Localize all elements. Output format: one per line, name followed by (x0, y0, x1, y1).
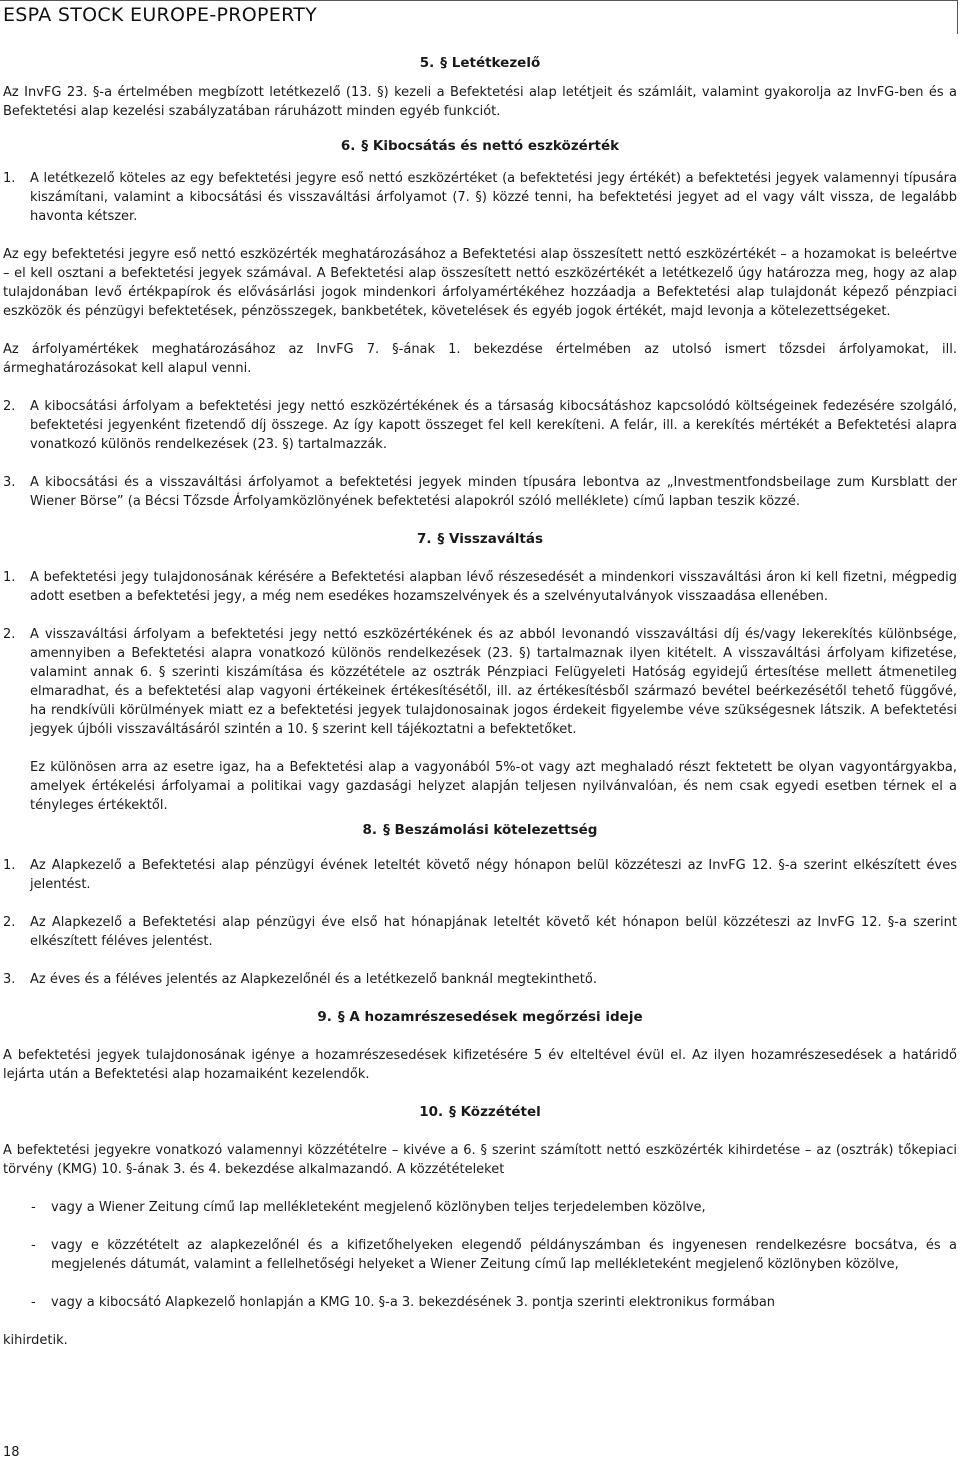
section-5-text: Az InvFG 23. §-a értelmében megbízott letétkezelő (13. §) kezeli a Befektetési alap letétjeit és számláit, valamint gyakorolja az InvFG-ben és a Befektetési alap kezelési szabályzatában ráruházott minden egyéb funkciót. (3, 85, 957, 119)
section-title: § Letétkezelő (440, 55, 541, 71)
bullet-text: vagy a kibocsátó Alapkezelő honlapján a KMG 10. §-a 3. bekezdésének 3. pontja szerinti elektronikus formában (51, 1295, 776, 1310)
page-header (0, 0, 958, 34)
bullet-text: vagy e közzétételt az alapkezelőnél és a kifizetőhelyeken elegendő példányszámban és ingyenesen rendelkezésre bocsátva, és a megjelenés dátumát, valamint a fellelhetőségi helyeket a Wiener Zeitung című lap mellékleteként megjelenő közlönyben közölve, (51, 1238, 957, 1272)
section-10-bullet-1 (3, 1198, 957, 1217)
section-8-item-1 (3, 856, 957, 894)
section-title: § A hozamrészesedések megőrzési ideje (337, 1009, 643, 1025)
section-title: § Visszaváltás (437, 531, 543, 547)
section-7-item-2 (3, 625, 957, 739)
section-6-paragraph-2: Az egy befektetési jegyre eső nettó eszközérték meghatározásához a Befektetési alap összesített nettó eszközértékét – a hozamokat is beleértve – el kell osztani a befektetési jegyek számával. A Befektetési alap összesített nettó eszközértékét a letétkezelő úgy határozza meg, hogy az alap tulajdonában levő értékpapírok és elővásárlási jogok mindenkori árfolyamértékéhez hozzáadja a Befektetési alap tulajdonát képező pénzpiaci eszközök és pénzügyi befektetések, pénzösszegek, bankbetétek, követelések és egyéb jogok értékét, majd levonja a kötelezettségeket. (3, 247, 957, 319)
section-6-heading (3, 137, 957, 156)
section-title: § Közzététel (449, 1104, 541, 1120)
item-text: Az éves és a féléves jelentés az Alapkezelőnél és a letétkezelő banknál megtekinthető. (30, 972, 597, 987)
section-title: § Beszámolási kötelezettség (383, 822, 598, 838)
item-text: A letétkezelő köteles az egy befektetési jegyre eső nettó eszközértéket (a befektetési jegy értékét) a befektetési jegyek valamennyi típusára kiszámítani, valamint a kibocsátási és visszaváltási árfolyamot (7. §) közzé tenni, ha befektetési jegyet ad el vagy vált vissza, de legalább havonta kétszer. (30, 171, 957, 224)
item-number: 2. (3, 915, 16, 930)
section-9-heading (3, 1008, 957, 1027)
item-text: Az Alapkezelő a Befektetési alap pénzügyi éve első hat hónapjának leteltét követő két hónapon belül közzéteszi az InvFG 12. §-a szerint elkészített féléves jelentést. (30, 915, 957, 949)
bullet-dash: - (31, 1238, 36, 1253)
bullet-text: vagy a Wiener Zeitung című lap mellékleteként megjelenő közlönyben teljes terjedelemben közölve, (51, 1200, 706, 1215)
section-number: 9. (317, 1009, 332, 1025)
item-text: A befektetési jegy tulajdonosának kérésére a Befektetési alapban lévő részesedését a mindenkori visszaváltási áron ki kell fizetni, mégpedig adott esetben a befektetési jegy, a még nem esedékes hozamszelvények és a szelvényutalványok visszaadása ellenében. (30, 570, 957, 604)
section-7-item-1 (3, 568, 957, 606)
item-number: 3. (3, 475, 16, 490)
section-10-bullet-2 (3, 1236, 957, 1274)
bullet-dash: - (31, 1200, 36, 1215)
section-10-closing: kihirdetik. (3, 1333, 68, 1348)
section-number: 8. (362, 822, 378, 838)
section-8-item-2 (3, 913, 957, 951)
document-title: ESPA STOCK EUROPE-PROPERTY (3, 4, 318, 26)
section-10-bullet-3 (3, 1293, 957, 1312)
section-6-paragraph-3: Az árfolyamértékek meghatározásához az InvFG 7. §-ának 1. bekezdése értelmében az utolsó ismert tőzsdei árfolyamokat, ill. ármeghatározásokat kell alapul venni. (3, 342, 957, 376)
item-number: 2. (3, 627, 16, 642)
section-8-heading (3, 821, 957, 840)
section-number: 10. (419, 1104, 444, 1120)
section-10-heading (3, 1103, 957, 1122)
page-number: 18 (3, 1445, 20, 1460)
item-text: Az Alapkezelő a Befektetési alap pénzügyi évének leteltét követő négy hónapon belül közzéteszi az InvFG 12. §-a szerint elkészített éves jelentést. (30, 858, 957, 892)
item-text: A kibocsátási árfolyam a befektetési jegy nettó eszközértékének és a társaság kibocsátáshoz kapcsolódó költségeinek fedezésére szolgáló, befektetési jegyenként fizetendő díj összege. Az így kapott összeget fel kell kerekíteni. A felár, ill. a kerekítés mértékét a Befektetési alapra vonatkozó különös rendelkezések (23. §) tartalmazzák. (30, 399, 957, 452)
section-6-item-3 (3, 473, 957, 511)
item-number: 1. (3, 570, 16, 585)
section-number: 6. (340, 138, 356, 154)
item-number: 1. (3, 171, 16, 186)
item-number: 2. (3, 399, 16, 414)
section-7-heading (3, 530, 957, 549)
section-9-text: A befektetési jegyek tulajdonosának igénye a hozamrészesedések kifizetésére 5 év elteltével évül el. Az ilyen hozamrészesedések a határidő lejárta után a Befektetési alap hozamaiként kezelendők. (3, 1048, 957, 1082)
section-6-item-1 (3, 169, 957, 226)
item-number: 1. (3, 858, 16, 873)
section-7-paragraph-2: Ez különösen arra az esetre igaz, ha a Befektetési alap a vagyonából 5%-ot vagy azt meghaladó részt fektetett be olyan vagyontárgyakba, amelyek értékelési árfolyamai a politikai vagy gazdasági helyzet alapján teljesen nyilvánvalóan, és nem csak egyedi esetben térnek el a tényleges értékektől. (30, 760, 957, 813)
section-number: 7. (417, 531, 432, 547)
item-text: A visszaváltási árfolyam a befektetési jegy nettó eszközértékének és az abból levonandó visszaváltási díj és/vagy lekerekítés különbsége, amennyiben a Befektetési alapra vonatkozó különös rendelkezések (23. §) tartalmaznak ilyen kitételt. A visszaváltási árfolyam kifizetése, valamint annak 6. § szerinti kiszámítása és közzététele az osztrák Pénzpiaci Felügyeleti Hatóság egyidejű értesítése mellett átmenetileg elmaradhat, és a befektetési alap vagyoni értékeinek értékesítésétől, ill. az értékesítésből származó bevétel beérkezésétől tehető függővé, ha rendkívüli körülmények miatt ez a befektetési jegyek tulajdonosainak jogos érdekeit figyelembe véve szükségesnek látszik. A befektetési jegyek újbóli visszaváltásáról szintén a 10. § szerint kell tájékoztatni a befektetőket. (30, 627, 957, 737)
section-number: 5. (419, 55, 435, 71)
section-8-item-3 (3, 970, 957, 989)
document-body (3, 54, 957, 1350)
item-text: A kibocsátási és a visszaváltási árfolyamot a befektetési jegyek minden típusára lebontva az „Investmentfondsbeilage zum Kursblatt der Wiener Börse” (a Bécsi Tőzsde Árfolyamközlönyének befektetési alapokról szóló melléklete) című lapban teszik közzé. (30, 475, 957, 509)
section-title: § Kibocsátás és nettó eszközérték (361, 138, 620, 154)
section-10-text: A befektetési jegyekre vonatkozó valamennyi közzétételre – kivéve a 6. § szerint számított nettó eszközérték kihirdetése – az (osztrák) tőkepiaci törvény (KMG) 10. §-ának 3. és 4. bekezdése alkalmazandó. A közzétételeket (3, 1143, 957, 1177)
item-number: 3. (3, 972, 16, 987)
section-6-item-2 (3, 397, 957, 454)
section-5-heading (3, 54, 957, 73)
bullet-dash: - (31, 1295, 36, 1310)
